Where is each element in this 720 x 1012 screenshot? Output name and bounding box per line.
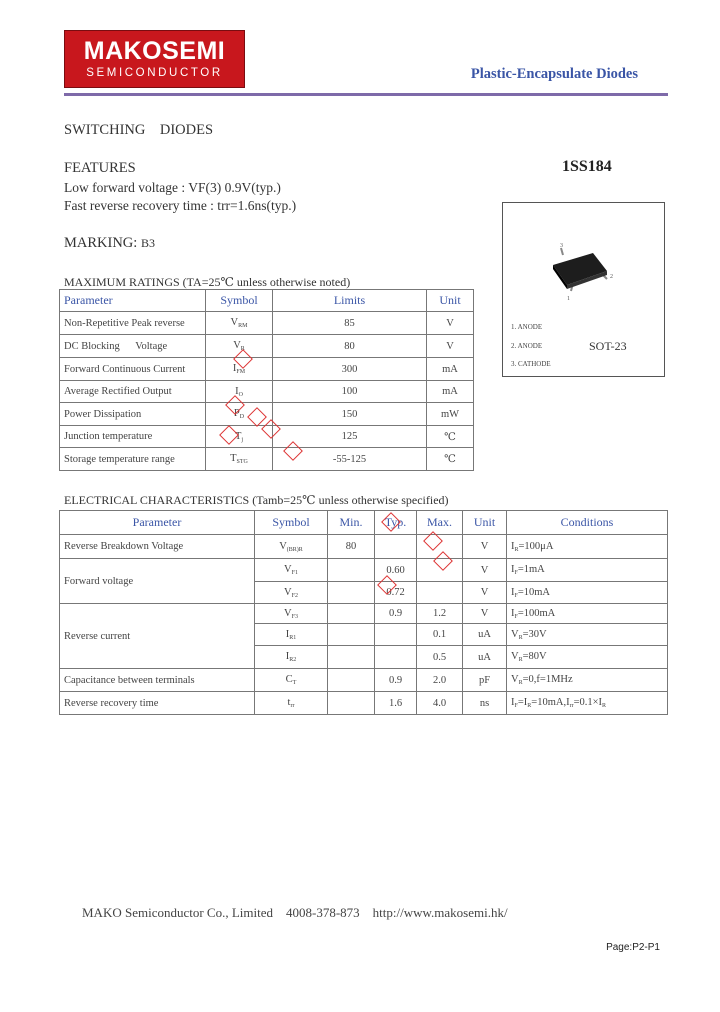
table-row xyxy=(60,335,474,358)
cell-min xyxy=(328,604,375,624)
logo-subtitle: SEMICONDUCTOR xyxy=(86,67,223,79)
cell-symbol: $T_j$ xyxy=(206,426,273,448)
marking-label: MARKING: xyxy=(64,235,138,251)
marking xyxy=(64,235,155,252)
column-header: Parameter xyxy=(60,290,206,312)
cell-parameter: Forward Continuous Current xyxy=(60,358,206,381)
table-header-row xyxy=(60,290,474,312)
pin-list-1: 1. ANODE xyxy=(511,323,543,331)
cell-unit: ℃ xyxy=(427,426,474,448)
cell-limit: 150 xyxy=(273,403,427,426)
table-row xyxy=(60,604,668,624)
table-row xyxy=(60,448,474,471)
sot23-package-icon xyxy=(503,203,664,313)
cell-parameter: DC Blocking Voltage xyxy=(60,335,206,358)
cell-unit: uA xyxy=(463,646,507,669)
cell-unit: ℃ xyxy=(427,448,474,471)
cell-unit: V xyxy=(463,535,507,559)
pin-list-2: 2. ANODE xyxy=(511,342,543,350)
cell-parameter: Capacitance between terminals xyxy=(60,669,255,692)
features-heading: FEATURES xyxy=(64,160,136,176)
max-ratings-heading: MAXIMUM RATINGS (TA=25℃ unless otherwise noted) xyxy=(64,275,351,289)
max-ratings-table xyxy=(59,289,474,471)
column-header: Unit xyxy=(427,290,474,312)
table-row xyxy=(60,312,474,335)
cell-symbol: $V_{F3}$ xyxy=(255,604,328,624)
page-number: Page:P2-P1 xyxy=(606,942,660,953)
cell-typ: 0.72 xyxy=(375,582,417,604)
table-row xyxy=(60,535,668,559)
cell-symbol: $V_{RM}$ xyxy=(206,312,273,335)
cell-typ: 0.60 xyxy=(375,559,417,582)
cell-typ: 1.6 xyxy=(375,692,417,715)
header-divider xyxy=(64,93,668,96)
column-header: Min. xyxy=(328,511,375,535)
cell-condition: $I_F=100mA$ xyxy=(507,604,668,624)
package-name: SOT-23 xyxy=(589,339,627,353)
elec-char-heading: ELECTRICAL CHARACTERISTICS (Tamb=25℃ unless otherwise specified) xyxy=(64,493,449,507)
cell-max xyxy=(417,582,463,604)
cell-max: 0.1 xyxy=(417,624,463,646)
cell-condition: $V_R=80V$ xyxy=(507,646,668,669)
feature-recovery-time: Fast reverse recovery time : trr=1.6ns(typ.) xyxy=(64,198,297,213)
column-header: Symbol xyxy=(255,511,328,535)
cell-max: 1.2 xyxy=(417,604,463,624)
cell-parameter: Reverse Breakdown Voltage xyxy=(60,535,255,559)
cell-min xyxy=(328,692,375,715)
column-header: Max. xyxy=(417,511,463,535)
cell-min xyxy=(328,624,375,646)
cell-symbol: $P_D$ xyxy=(206,403,273,426)
cell-condition: $I_F=1mA$ xyxy=(507,559,668,582)
cell-unit: mA xyxy=(427,381,474,403)
product-category: Plastic-Encapsulate Diodes xyxy=(470,66,638,82)
cell-min xyxy=(328,646,375,669)
cell-parameter: Reverse current xyxy=(60,604,255,669)
cell-typ xyxy=(375,646,417,669)
cell-limit: 125 xyxy=(273,426,427,448)
cell-symbol: $V_{(BR)R}$ xyxy=(255,535,328,559)
cell-limit: 300 xyxy=(273,358,427,381)
column-header: Typ. xyxy=(375,511,417,535)
cell-parameter: Non-Repetitive Peak reverse xyxy=(60,312,206,335)
cell-parameter: Reverse recovery time xyxy=(60,692,255,715)
cell-symbol: $t_{rr}$ xyxy=(255,692,328,715)
column-header: Unit xyxy=(463,511,507,535)
cell-symbol: $I_{R2}$ xyxy=(255,646,328,669)
table-row xyxy=(60,559,668,582)
cell-unit: V xyxy=(463,604,507,624)
cell-max: 0.5 xyxy=(417,646,463,669)
cell-unit: mW xyxy=(427,403,474,426)
column-header: Symbol xyxy=(206,290,273,312)
cell-max: 2.0 xyxy=(417,669,463,692)
elec-char-table xyxy=(59,510,668,715)
cell-typ: 0.9 xyxy=(375,604,417,624)
cell-min xyxy=(328,669,375,692)
cell-unit: V xyxy=(427,312,474,335)
cell-symbol: $T_{STG}$ xyxy=(206,448,273,471)
cell-unit: mA xyxy=(427,358,474,381)
cell-symbol: $I_{FM}$ xyxy=(206,358,273,381)
table-row xyxy=(60,381,474,403)
cell-parameter: Storage temperature range xyxy=(60,448,206,471)
table-row xyxy=(60,358,474,381)
document-title: SWITCHING DIODES xyxy=(64,122,214,138)
cell-condition: $V_R=0,f=1MHz$ xyxy=(507,669,668,692)
part-number: 1SS184 xyxy=(562,158,612,175)
cell-condition: $I_F=10mA$ xyxy=(507,582,668,604)
footer-contact: MAKO Semiconductor Co., Limited 4008-378-873 http://www.makosemi.hk/ xyxy=(82,905,508,920)
cell-typ xyxy=(375,535,417,559)
cell-symbol: $V_R$ xyxy=(206,335,273,358)
marking-value: B3 xyxy=(140,236,155,250)
cell-unit: uA xyxy=(463,624,507,646)
column-header: Limits xyxy=(273,290,427,312)
cell-limit: 100 xyxy=(273,381,427,403)
column-header: Parameter xyxy=(60,511,255,535)
cell-symbol: $V_{F1}$ xyxy=(255,559,328,582)
table-row xyxy=(60,692,668,715)
cell-unit: V xyxy=(463,559,507,582)
cell-unit: V xyxy=(427,335,474,358)
cell-limit: 85 xyxy=(273,312,427,335)
cell-condition: $I_R=100\mu A$ xyxy=(507,535,668,559)
cell-max: 4.0 xyxy=(417,692,463,715)
feature-forward-voltage: Low forward voltage : VF(3) 0.9V(typ.) xyxy=(64,180,281,195)
pin-3-label: 3 xyxy=(560,243,563,249)
table-header-row xyxy=(60,511,668,535)
cell-typ xyxy=(375,624,417,646)
pin-2-label: 2 xyxy=(610,274,613,280)
cell-limit: -55-125 xyxy=(273,448,427,471)
pin-list-3: 3. CATHODE xyxy=(511,360,551,368)
cell-min xyxy=(328,559,375,582)
cell-min xyxy=(328,582,375,604)
cell-parameter: Junction temperature xyxy=(60,426,206,448)
cell-parameter: Power Dissipation xyxy=(60,403,206,426)
cell-condition: $I_F=I_R=10mA,I_{rr}=0.1\times I_R$ xyxy=(507,692,668,715)
cell-symbol: $C_T$ xyxy=(255,669,328,692)
company-logo xyxy=(64,30,245,88)
cell-symbol: $I_O$ xyxy=(206,381,273,403)
cell-unit: ns xyxy=(463,692,507,715)
cell-typ: 0.9 xyxy=(375,669,417,692)
cell-condition: $V_R=30V$ xyxy=(507,624,668,646)
cell-parameter: Average Rectified Output xyxy=(60,381,206,403)
logo-name: MAKOSEMI xyxy=(83,37,226,65)
cell-unit: V xyxy=(463,582,507,604)
pin-1-label: 1 xyxy=(567,296,570,302)
package-panel xyxy=(502,202,665,377)
cell-symbol: $V_{F2}$ xyxy=(255,582,328,604)
cell-unit: pF xyxy=(463,669,507,692)
cell-min: 80 xyxy=(328,535,375,559)
cell-symbol: $I_{R1}$ xyxy=(255,624,328,646)
cell-limit: 80 xyxy=(273,335,427,358)
cell-parameter: Forward voltage xyxy=(60,559,255,604)
table-row xyxy=(60,669,668,692)
column-header: Conditions xyxy=(507,511,668,535)
